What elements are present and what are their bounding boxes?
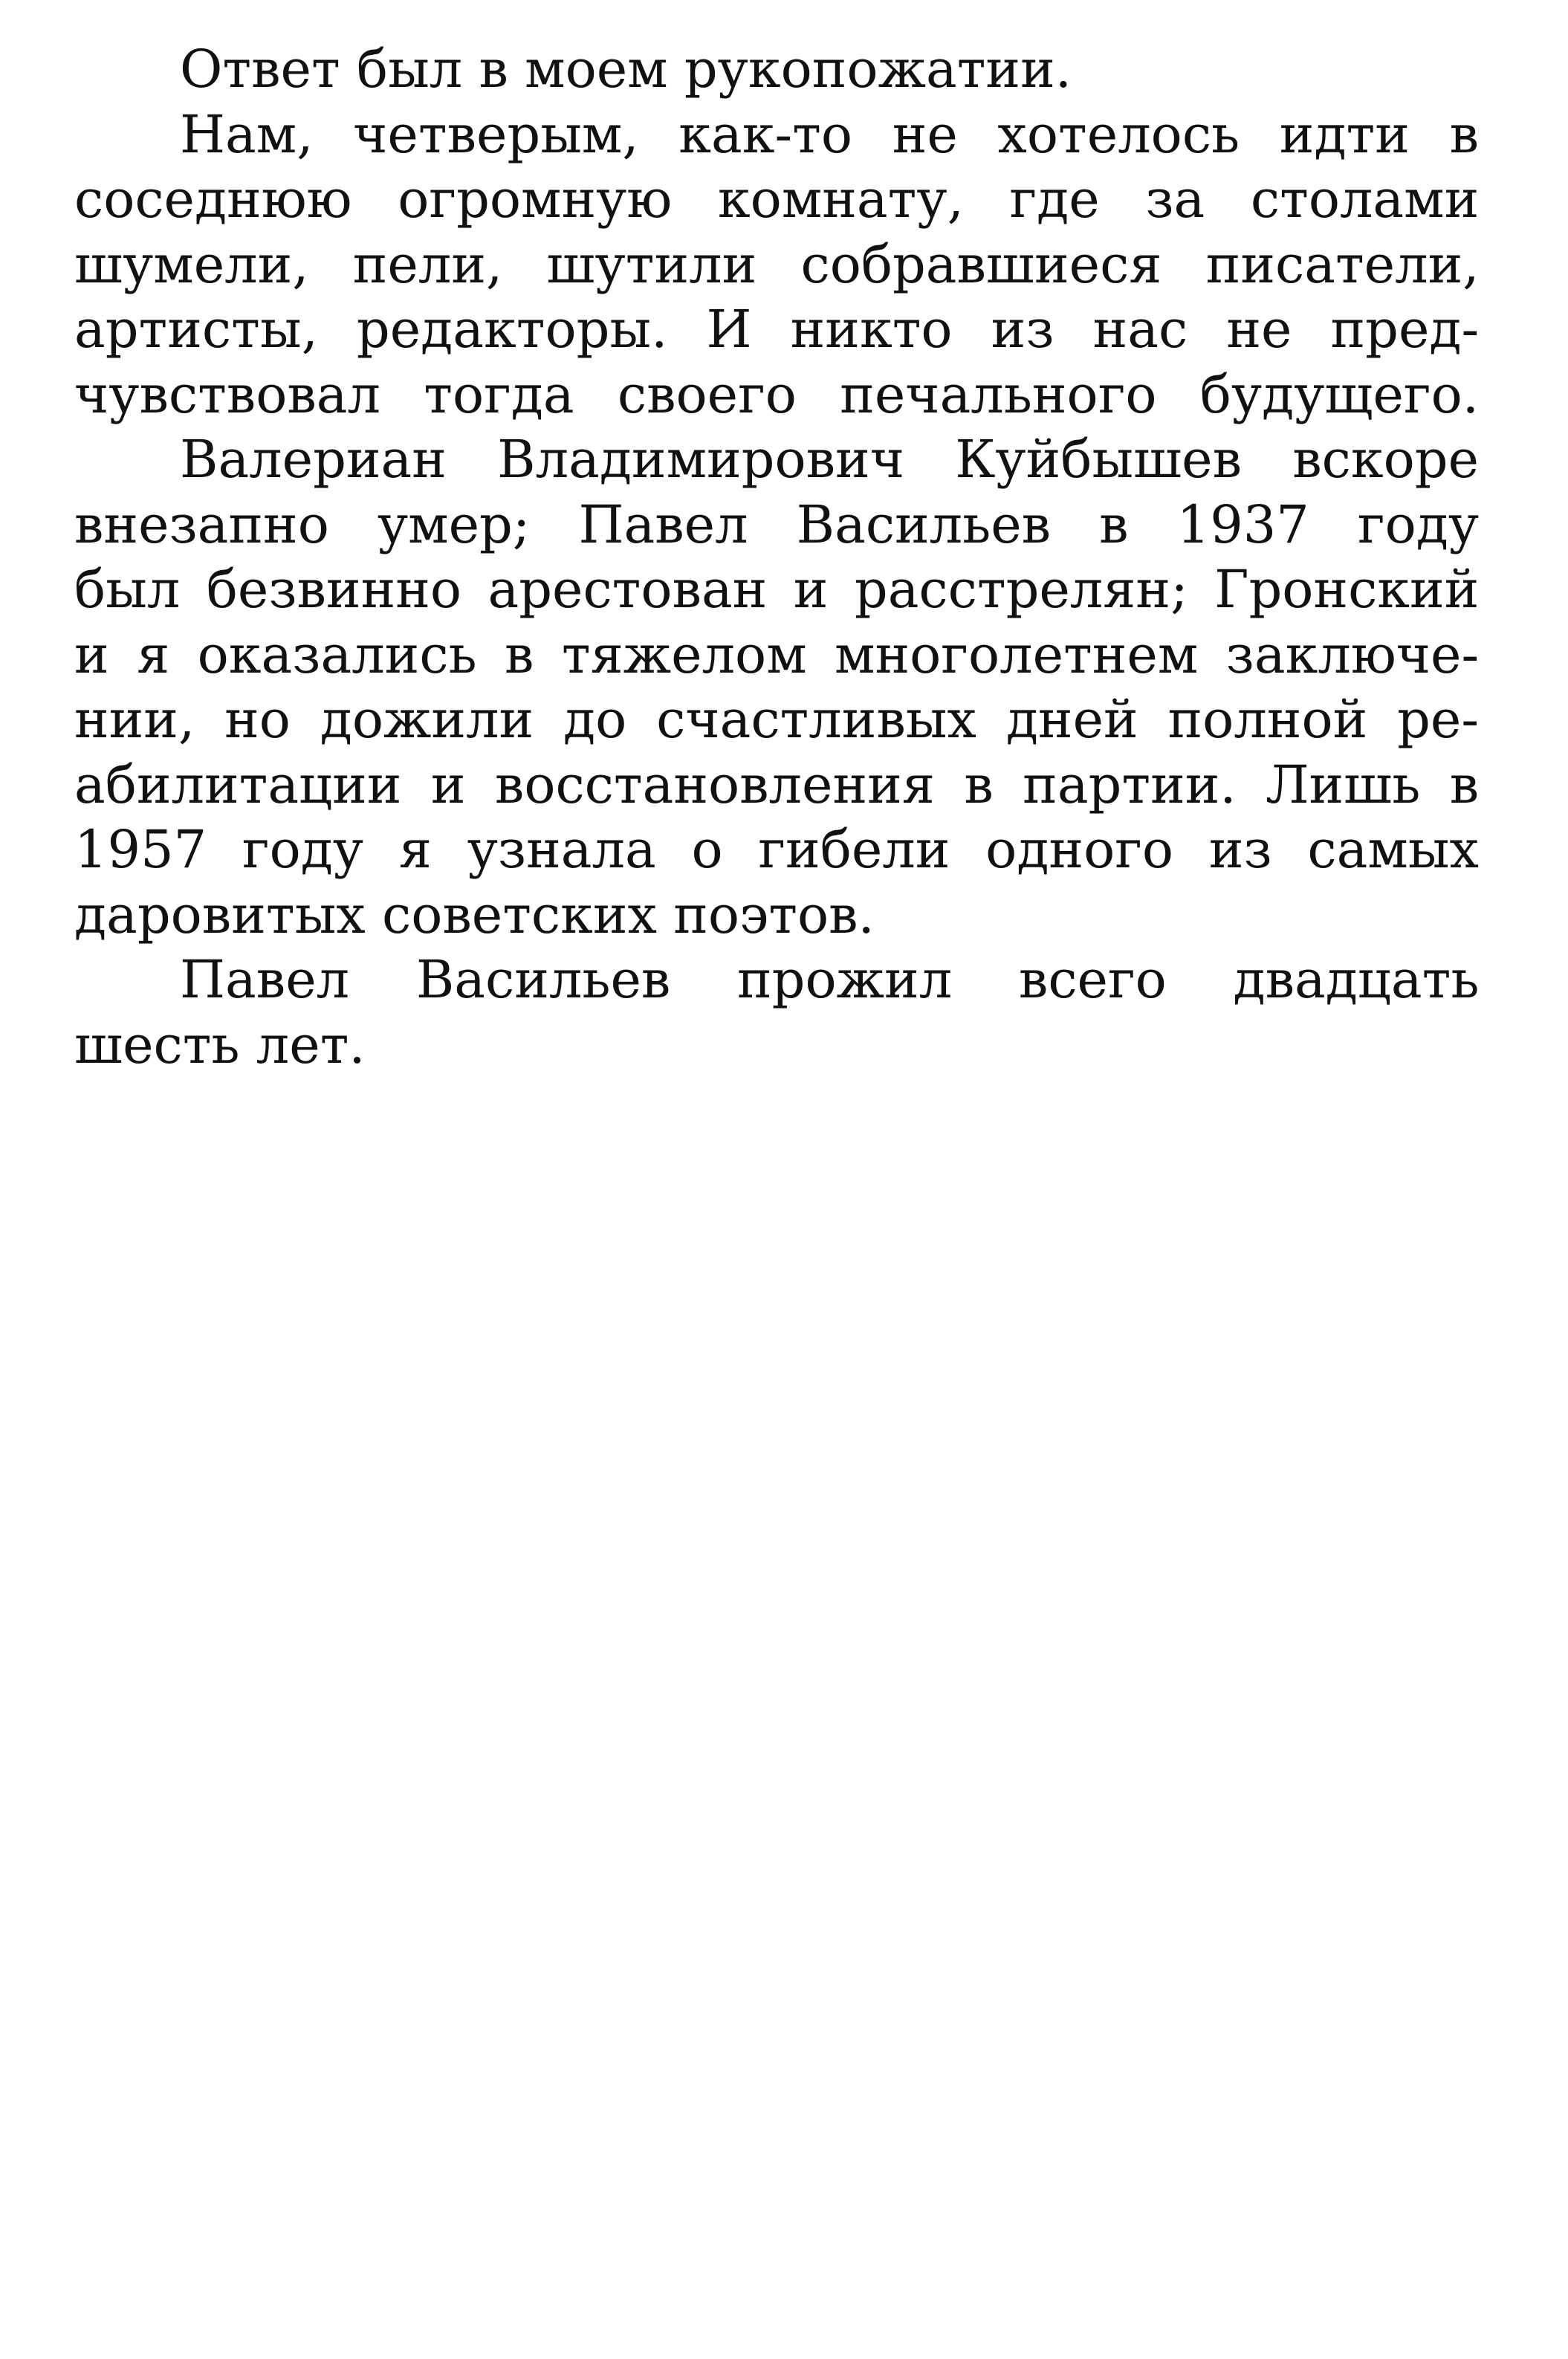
paragraph-3-line-4: и я оказались в тяжелом многолетнем заключе- [74,624,1480,685]
paragraph-2-line-2: соседнюю огромную комнату, где за столами [74,169,1480,230]
paragraph-3-line-3: был безвинно арестован и расстрелян; Гронский [74,559,1480,620]
paragraph-1-line-1: Ответ был в моем рукопожатии. [180,39,1072,100]
paragraph-3-line-1: Валериан Владимирович Куйбышев вскоре [180,429,1479,490]
paragraph-2-line-1: Нам, четверым, как-то не хотелось идти в [180,103,1479,165]
paragraph-3-line-7: 1957 году я узнала о гибели одного из самых [74,819,1479,880]
paragraph-3-line-5: нии, но дожили до счастливых дней полной ре- [74,689,1479,750]
paragraph-2-line-3: шумели, пели, шутили собравшиеся писатели, [74,233,1480,295]
paragraph-3-line-2: внезапно умер; Павел Васильев в 1937 году [74,494,1480,555]
paragraph-2-line-5: чувствовал тогда своего печального будущего. [74,363,1479,425]
paragraph-3-line-8: даровитых советских поэтов. [74,884,875,945]
paragraph-3-line-6: абилитации и восстановления в партии. Лишь в [74,754,1480,815]
paragraph-2-line-4: артисты, редакторы. И никто из нас не пред- [74,299,1480,360]
paragraph-4-line-1: Павел Васильев прожил всего двадцать [180,949,1480,1010]
body-text [74,37,1479,1078]
paragraph-4-line-2: шесть лет. [74,1014,366,1075]
